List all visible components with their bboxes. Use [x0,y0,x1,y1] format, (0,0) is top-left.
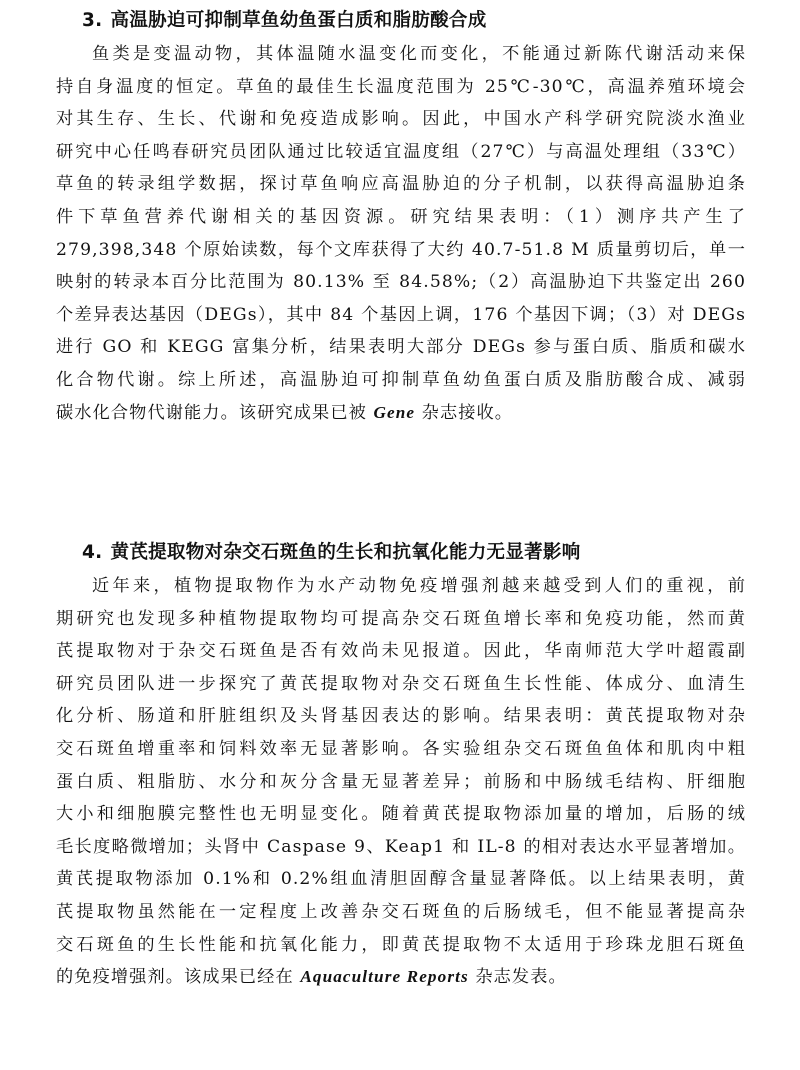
paragraph-line: 黄芪提取物添加 0.1%和 0.2%组血清胆固醇含量显著降低。以上结果表明，黄 [56,869,746,890]
paragraph-line: 芪提取物对于杂交石斑鱼是否有效尚未见报道。因此，华南师范大学叶超霞副 [56,641,746,662]
section-heading [56,6,746,36]
journal-name: Gene [373,402,416,422]
section-number: 3. [82,10,103,31]
section-paragraph [56,38,746,429]
paragraph-line: 交石斑鱼的生长性能和抗氧化能力，即黄芪提取物不太适用于珍珠龙胆石斑鱼 [56,934,746,955]
section-title: 黄芪提取物对杂交石斑鱼的生长和抗氧化能力无显著影响 [110,542,581,563]
paragraph-line: 期研究也发现多种植物提取物均可提高杂交石斑鱼增长率和免疫功能，然而黄 [56,608,746,629]
paragraph-text: 杂志发表。 [468,967,567,988]
paragraph-last-line [56,961,746,994]
paragraph-line: 交石斑鱼增重率和饲料效率无显著影响。各实验组杂交石斑鱼鱼体和肌肉中粗 [56,738,746,759]
paragraph-last-line [56,397,746,430]
paragraph-text: 碳水化合物代谢能力。该研究成果已被 [56,402,374,423]
paragraph-line: 毛长度略微增加；头肾中 Caspase 9、Keap1 和 IL-8 的相对表达水平显著增加。 [56,836,746,857]
paragraph-line: 持自身温度的恒定。草鱼的最佳生长温度范围为 25℃-30℃，高温养殖环境会 [56,76,746,97]
paragraph-line: 对其生存、生长、代谢和免疫造成影响。因此，中国水产科学研究院淡水渔业 [56,109,746,130]
paragraph-line: 件下草鱼营养代谢相关的基因资源。研究结果表明：（1）测序共产生了 [56,206,746,227]
paragraph-text: 的免疫增强剂。该成果已经在 [56,967,301,988]
paragraph-line: 化合物代谢。综上所述，高温胁迫可抑制草鱼幼鱼蛋白质及脂肪酸合成、减弱 [56,369,746,390]
paragraph-line: 279,398,348 个原始读数，每个文库获得了大约 40.7-51.8 M 质量剪切后，单一 [56,239,746,260]
journal-name: Aquaculture Reports [300,967,469,987]
paragraph-line: 映射的转录本百分比范围为 80.13% 至 84.58%;（2）高温胁迫下共鉴定出 260 [56,272,746,293]
paragraph-line: 进行 GO 和 KEGG 富集分析，结果表明大部分 DEGs 参与蛋白质、脂质和碳水 [56,337,746,358]
section-heading [56,538,746,568]
paragraph-line: 鱼类是变温动物，其体温随水温变化而变化，不能通过新陈代谢活动来保 [92,44,746,64]
paragraph-line: 研究员团队进一步探究了黄芪提取物对杂交石斑鱼生长性能、体成分、血清生 [56,673,746,694]
section-paragraph [56,570,746,994]
paragraph-text: 杂志接收。 [415,402,514,423]
paragraph-line: 个差异表达基因（DEGs），其中 84 个基因上调，176 个基因下调；（3）对 DEGs [56,304,746,325]
paragraph-line: 化分析、肠道和肝脏组织及头肾基因表达的影响。结果表明：黄芪提取物对杂 [56,706,746,727]
section-title: 高温胁迫可抑制草鱼幼鱼蛋白质和脂肪酸合成 [110,10,487,31]
paragraph-line: 草鱼的转录组学数据，探讨草鱼响应高温胁迫的分子机制，以获得高温胁迫条 [56,174,746,195]
paragraph-line: 芪提取物虽然能在一定程度上改善杂交石斑鱼的后肠绒毛，但不能显著提高杂 [56,901,746,922]
paragraph-line: 大小和细胞膜完整性也无明显变化。随着黄芪提取物添加量的增加，后肠的绒 [56,804,746,825]
section-3 [56,6,746,429]
section-number: 4. [82,542,103,563]
paragraph-line: 研究中心任鸣春研究员团队通过比较适宜温度组（27℃）与高温处理组（33℃） [56,141,746,162]
paragraph-line: 近年来，植物提取物作为水产动物免疫增强剂越来越受到人们的重视，前 [92,576,746,596]
paragraph-line: 蛋白质、粗脂肪、水分和灰分含量无显著差异；前肠和中肠绒毛结构、肝细胞 [56,771,746,792]
section-4 [56,538,746,994]
